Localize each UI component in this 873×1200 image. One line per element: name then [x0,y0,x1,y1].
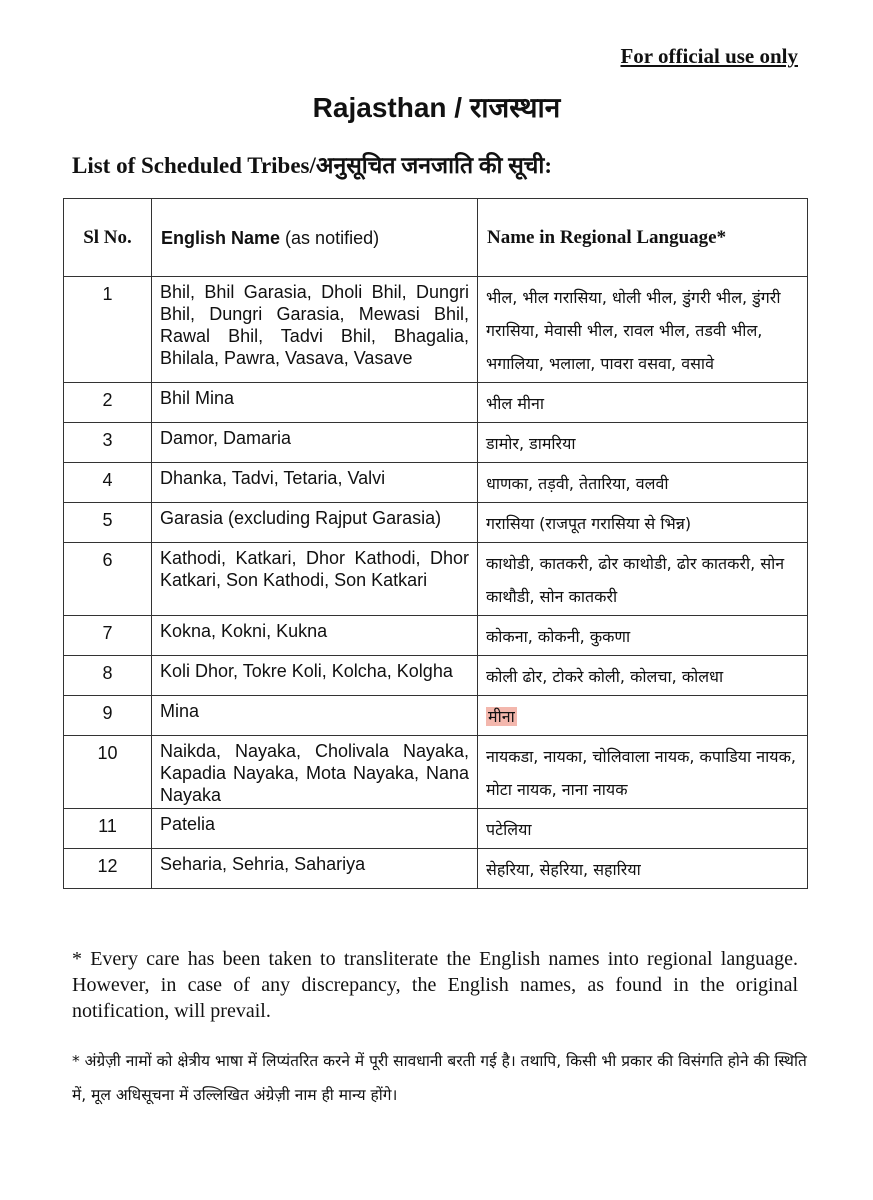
row-english-name: Mina [152,696,478,736]
page-title: Rajasthan / राजस्थान [312,92,561,123]
scheduled-tribes-table [63,198,808,889]
row-regional-name: भील, भील गरासिया, धोली भील, डुंगरी भील, डुंगरी गरासिया, मेवासी भील, रावल भील, तडवी भील, भगालिया, भलाला, पावरा वसवा, वसावे [478,277,808,383]
footnote-english: * Every care has been taken to transliterate the English names into regional language. However, in case of any discrepancy, the English names, as found in the original notification, will prevail. [72,948,798,1022]
row-regional-name: काथोडी, कातकरी, ढोर काथोडी, ढोर कातकरी, सोन काथौडी, सोन कातकरी [478,543,808,616]
footnote-hindi: * अंग्रेज़ी नामों को क्षेत्रीय भाषा में लिप्यंतरित करने में पूरी सावधानी बरती गई है। तथापि, किसी भी प्रकार की विसंगति होने की स्थिति में, मूल अधिसूचना में उल्लिखित अंग्रेज़ी नाम ही मान्य होंगे। [72,1052,807,1104]
row-regional-name: सेहरिया, सेहरिया, सहारिया [478,849,808,889]
official-use-label: For official use only [620,44,798,68]
row-english-name: Kathodi, Katkari, Dhor Kathodi, Dhor Katkari, Son Kathodi, Son Katkari [152,543,478,616]
table-row [64,277,808,383]
row-sl-no: 5 [64,503,152,543]
row-english-name: Seharia, Sehria, Sahariya [152,849,478,889]
row-sl-no: 9 [64,696,152,736]
highlighted-name: मीना [488,707,515,726]
table-row [64,696,808,736]
row-regional-name: धाणका, तड़वी, तेतारिया, वलवी [478,463,808,503]
row-english-name: Koli Dhor, Tokre Koli, Kolcha, Kolgha [152,656,478,696]
row-english-name: Kokna, Kokni, Kukna [152,616,478,656]
row-sl-no: 4 [64,463,152,503]
table-row [64,423,808,463]
row-regional-name: डामोर, डामरिया [478,423,808,463]
table-row [64,543,808,616]
row-regional-name [478,696,808,736]
row-english-name: Bhil Mina [152,383,478,423]
row-english-name: Garasia (excluding Rajput Garasia) [152,503,478,543]
table-row [64,656,808,696]
table-row [64,616,808,656]
header-english-label: English Name [161,227,281,248]
list-subtitle: List of Scheduled Tribes/अनुसूचित जनजाति की सूची: [72,153,552,178]
header-english-note: (as notified) [285,227,380,248]
row-english-name: Patelia [152,809,478,849]
row-sl-no: 12 [64,849,152,889]
row-sl-no: 11 [64,809,152,849]
row-regional-name: नायकडा, नायका, चोलिवाला नायक, कपाडिया नायक, मोटा नायक, नाना नायक [478,736,808,809]
table-header-row [64,199,808,277]
row-regional-name: भील मीना [478,383,808,423]
row-sl-no: 7 [64,616,152,656]
row-regional-name: पटेलिया [478,809,808,849]
row-regional-name: गरासिया (राजपूत गरासिया से भिन्न) [478,503,808,543]
row-sl-no: 8 [64,656,152,696]
row-english-name: Bhil, Bhil Garasia, Dholi Bhil, Dungri Bhil, Dungri Garasia, Mewasi Bhil, Rawal Bhil, Tadvi Bhil, Bhagalia, Bhilala, Pawra, Vasava, Vasave [152,277,478,383]
row-regional-name: कोली ढोर, टोकरे कोली, कोलचा, कोलधा [478,656,808,696]
row-english-name: Naikda, Nayaka, Cholivala Nayaka, Kapadia Nayaka, Mota Nayaka, Nana Nayaka [152,736,478,809]
row-regional-name: कोकना, कोकनी, कुकणा [478,616,808,656]
row-sl-no: 1 [64,277,152,383]
row-sl-no: 2 [64,383,152,423]
table-row [64,383,808,423]
row-sl-no: 10 [64,736,152,809]
row-sl-no: 6 [64,543,152,616]
header-english-name [152,199,478,277]
table-row [64,463,808,503]
row-english-name: Damor, Damaria [152,423,478,463]
table-row [64,849,808,889]
header-regional-name: Name in Regional Language* [478,199,808,277]
row-sl-no: 3 [64,423,152,463]
table-row [64,503,808,543]
table-row [64,736,808,809]
row-english-name: Dhanka, Tadvi, Tetaria, Valvi [152,463,478,503]
header-sl-no: Sl No. [64,199,152,277]
table-row [64,809,808,849]
